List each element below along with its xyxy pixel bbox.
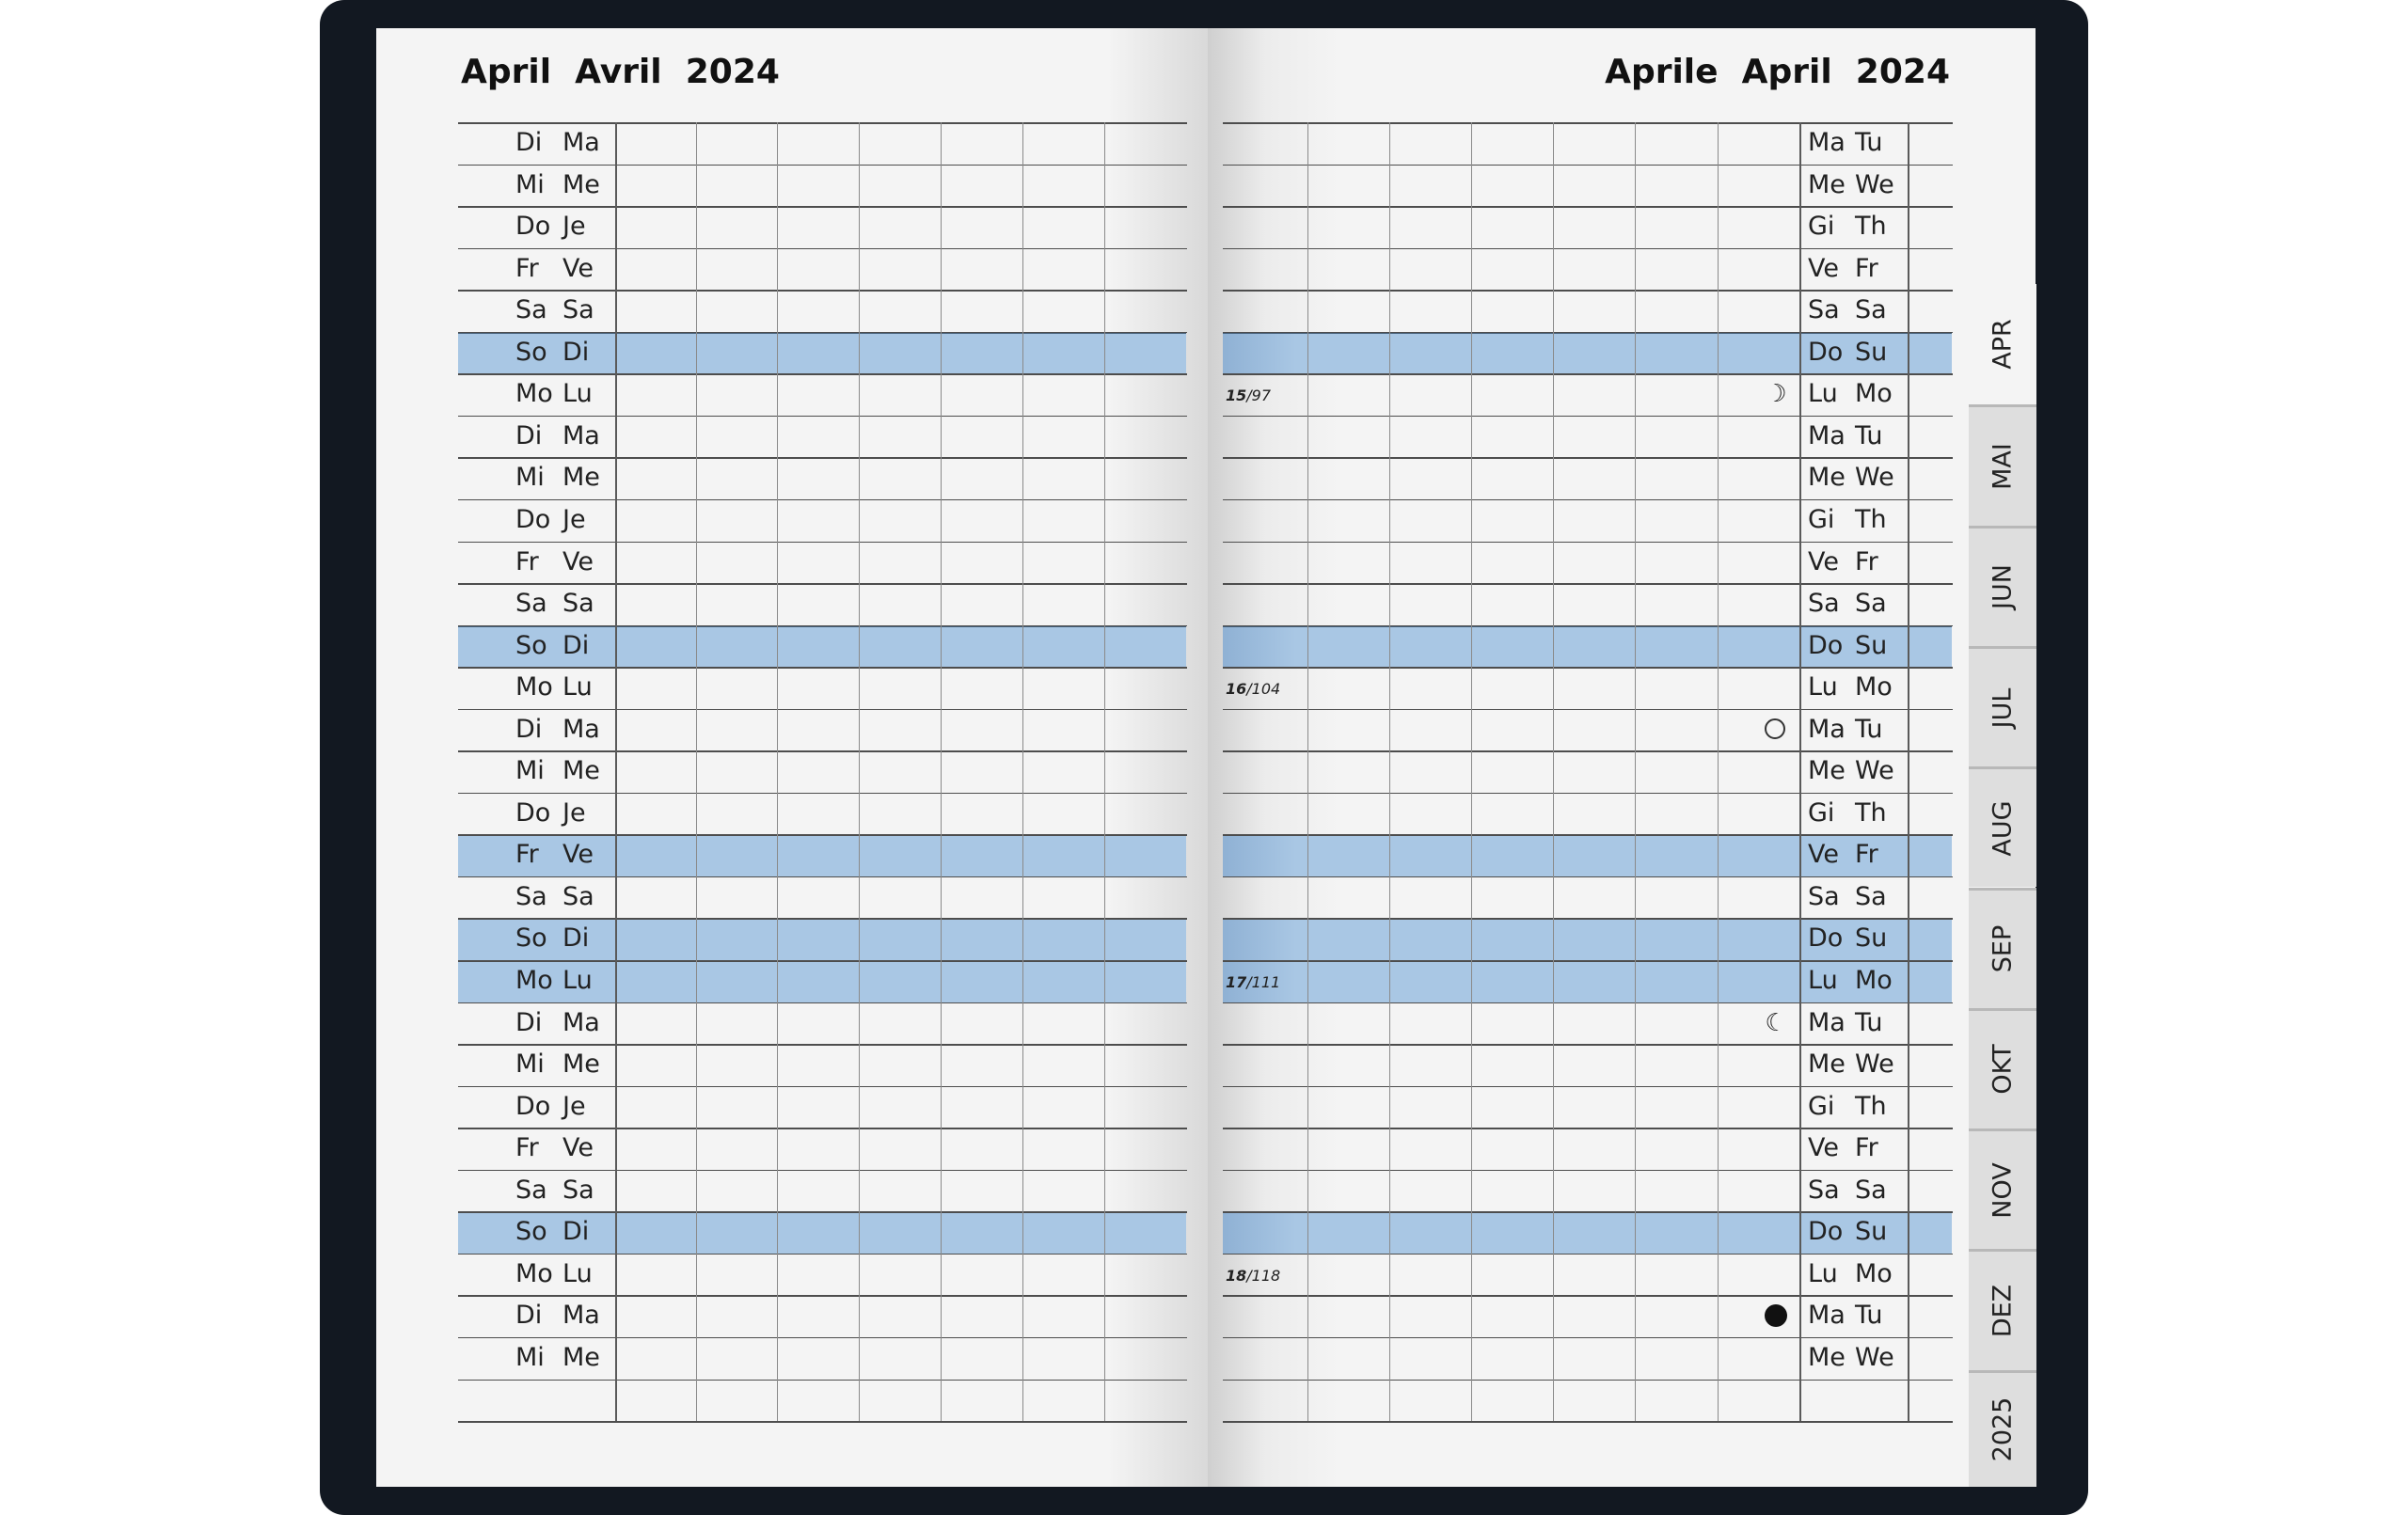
- day-of-year: 118: [1251, 1266, 1281, 1285]
- weekday-en: Su: [1855, 630, 1888, 660]
- row-divider-right: [1223, 1380, 1953, 1381]
- weekday-fr: Ve: [562, 546, 594, 576]
- weekday-it-en: [1808, 631, 1887, 660]
- weekday-it-en: [1808, 756, 1894, 785]
- month-tab-mai[interactable]: [1969, 404, 2036, 525]
- weekday-fr: Me: [562, 1342, 600, 1372]
- weekday-it-en: [1808, 589, 1887, 618]
- weekday-de: Mi: [515, 1049, 545, 1080]
- month-tab-label: NOV: [1988, 1162, 2018, 1219]
- weekday-de-fr: [515, 756, 600, 785]
- row-divider-left: [458, 1380, 1187, 1381]
- weekday-de: Sa: [515, 881, 547, 911]
- weekday-de: Di: [515, 128, 543, 157]
- weekday-en: Sa: [1855, 295, 1887, 325]
- month-tab-label: DEZ: [1988, 1284, 2018, 1338]
- week-number-value: 15: [1226, 387, 1247, 405]
- weekday-en: We: [1855, 1049, 1894, 1080]
- weekday-en: Tu: [1855, 714, 1883, 744]
- month-tab-label: AUG: [1988, 800, 2018, 857]
- weekday-fr: Me: [562, 1049, 600, 1080]
- weekday-de-fr: [515, 1008, 600, 1037]
- weekday-it-en: [1808, 1133, 1878, 1162]
- weekday-de-fr: [515, 212, 586, 241]
- weekday-de: Sa: [515, 1175, 547, 1205]
- weekday-it: Lu: [1808, 966, 1838, 995]
- weekday-it-en: [1808, 1301, 1883, 1330]
- weekday-fr: Ve: [562, 840, 594, 870]
- weekday-it: Do: [1808, 1217, 1844, 1247]
- weekday-en: Tu: [1855, 128, 1883, 157]
- month-tab-aug[interactable]: [1969, 766, 2036, 887]
- left-page-title: [461, 53, 780, 91]
- weekday-de: Fr: [515, 253, 539, 283]
- weekday-it: Me: [1808, 756, 1846, 786]
- weekday-en: Su: [1855, 1217, 1888, 1247]
- weekday-it: Ma: [1808, 1301, 1846, 1331]
- title-year-left: 2024: [685, 53, 780, 91]
- weekday-it-en: [1808, 338, 1887, 367]
- weekday-it-en: [1808, 966, 1893, 995]
- weekday-de: Fr: [515, 546, 539, 576]
- weekday-fr: Ma: [562, 714, 600, 744]
- weekday-it: Me: [1808, 1342, 1846, 1372]
- weekday-en: Sa: [1855, 589, 1887, 619]
- weekday-it: Me: [1808, 463, 1846, 493]
- weekday-de-fr: [515, 798, 586, 828]
- weekday-en: Sa: [1855, 1175, 1887, 1205]
- weekday-it-en: [1808, 463, 1894, 492]
- weekday-it: Ve: [1808, 1133, 1839, 1163]
- title-month-fr: Avril: [575, 53, 662, 91]
- weekday-de-fr: [515, 338, 589, 367]
- weekday-fr: Ma: [562, 1007, 600, 1037]
- first-quarter-moon-icon: ☽: [1765, 380, 1787, 409]
- month-tab-label: SEP: [1988, 924, 2018, 973]
- month-tab-label: JUN: [1988, 564, 2018, 610]
- weekday-it: Do: [1808, 923, 1844, 954]
- weekday-de-fr: [515, 1049, 600, 1079]
- weekday-en: Fr: [1855, 253, 1878, 283]
- weekday-it-en: [1808, 212, 1887, 241]
- weekday-en: Tu: [1855, 420, 1883, 450]
- weekday-fr: Lu: [562, 672, 593, 702]
- weekday-it-en: [1808, 1176, 1887, 1205]
- weekday-it: Sa: [1808, 589, 1840, 619]
- weekday-en: We: [1855, 1342, 1894, 1372]
- weekday-en: Mo: [1855, 672, 1893, 702]
- month-tab-okt[interactable]: [1969, 1008, 2036, 1128]
- weekday-it: Ma: [1808, 1007, 1846, 1037]
- weekday-de-fr: [515, 1176, 594, 1205]
- weekday-de: Fr: [515, 1133, 539, 1163]
- weekday-it: Lu: [1808, 672, 1838, 702]
- weekday-it: Me: [1808, 1049, 1846, 1080]
- weekday-de-fr: [515, 254, 594, 283]
- weekday-de-fr: [515, 1217, 589, 1246]
- title-month-de: April: [461, 53, 552, 91]
- month-tab-label: APR: [1988, 319, 2018, 370]
- weekday-fr: Di: [562, 923, 590, 954]
- weekday-de-fr: [515, 1259, 593, 1288]
- month-tab-label: OKT: [1988, 1044, 2018, 1096]
- weekday-it: Do: [1808, 630, 1844, 660]
- weekday-fr: Je: [562, 212, 586, 242]
- right-page-title: [1605, 53, 1950, 91]
- weekday-en: Tu: [1855, 1301, 1883, 1331]
- weekday-de: Di: [515, 420, 543, 450]
- weekday-it: Gi: [1808, 797, 1835, 828]
- weekday-it: Do: [1808, 337, 1844, 367]
- weekday-de-fr: [515, 128, 600, 157]
- weekday-fr: Sa: [562, 1175, 594, 1205]
- week-number: 18/118: [1226, 1266, 1281, 1285]
- week-number-value: 16: [1226, 680, 1247, 699]
- title-month-it: Aprile: [1605, 53, 1719, 91]
- weekday-it: Me: [1808, 169, 1846, 199]
- weekday-de-fr: [515, 295, 594, 324]
- month-tab-label: JUL: [1988, 687, 2018, 728]
- weekday-de-fr: [515, 505, 586, 534]
- weekday-it: Gi: [1808, 504, 1835, 534]
- weekday-it: Lu: [1808, 379, 1838, 409]
- weekday-fr: Je: [562, 797, 586, 828]
- weekday-it-en: [1808, 254, 1878, 283]
- weekday-de: Mo: [515, 1258, 553, 1288]
- weekday-it: Ma: [1808, 714, 1846, 744]
- day-of-year: 111: [1251, 973, 1281, 991]
- week-number: 15/97: [1226, 387, 1272, 405]
- weekday-it-en: [1808, 421, 1883, 450]
- weekday-it-en: [1808, 882, 1887, 911]
- weekday-de-fr: [515, 421, 600, 450]
- day-of-year: 97: [1251, 387, 1272, 405]
- weekday-it-en: [1808, 1343, 1894, 1372]
- weekday-it: Ve: [1808, 840, 1839, 870]
- weekday-it: Sa: [1808, 295, 1840, 325]
- weekday-it: Ve: [1808, 546, 1839, 576]
- weekday-fr: Je: [562, 504, 586, 534]
- row-divider-right: [1223, 1421, 1953, 1423]
- weekday-en: We: [1855, 463, 1894, 493]
- weekday-fr: Me: [562, 463, 600, 493]
- weekday-de: Do: [515, 1091, 551, 1121]
- weekday-fr: Ma: [562, 420, 600, 450]
- weekday-de-fr: [515, 923, 589, 953]
- week-number-value: 18: [1226, 1266, 1247, 1285]
- row-divider-left: [458, 1421, 1187, 1423]
- month-tab-2025[interactable]: [1969, 1370, 2036, 1487]
- weekday-fr: Di: [562, 337, 590, 367]
- day-of-year: 104: [1251, 680, 1281, 699]
- title-month-en: April: [1741, 53, 1832, 91]
- weekday-de: So: [515, 923, 547, 954]
- weekday-fr: Sa: [562, 881, 594, 911]
- weekday-en: Fr: [1855, 840, 1878, 870]
- weekday-en: Su: [1855, 923, 1888, 954]
- weekday-de-fr: [515, 170, 600, 199]
- weekday-it: Ma: [1808, 128, 1846, 157]
- weekday-de-fr: [515, 547, 594, 576]
- weekday-it: Ve: [1808, 253, 1839, 283]
- weekday-de: Mi: [515, 1342, 545, 1372]
- weekday-it-en: [1808, 295, 1887, 324]
- weekday-fr: Ve: [562, 1133, 594, 1163]
- title-year-right: 2024: [1855, 53, 1950, 91]
- weekday-fr: Sa: [562, 295, 594, 325]
- month-tab-dez[interactable]: [1969, 1249, 2036, 1369]
- weekday-de-fr: [515, 1343, 600, 1372]
- weekday-it-en: [1808, 1008, 1883, 1037]
- weekday-en: Sa: [1855, 881, 1887, 911]
- weekday-it-en: [1808, 672, 1893, 702]
- week-number-value: 17: [1226, 973, 1247, 991]
- month-tab-label: MAI: [1988, 443, 2018, 490]
- weekday-de: Do: [515, 212, 551, 242]
- weekday-en: Tu: [1855, 1007, 1883, 1037]
- weekday-de: So: [515, 1217, 547, 1247]
- weekday-de: Mi: [515, 169, 545, 199]
- weekday-it: Gi: [1808, 1091, 1835, 1121]
- weekday-de: Do: [515, 504, 551, 534]
- weekday-en: Th: [1855, 1091, 1887, 1121]
- weekday-de-fr: [515, 631, 589, 660]
- weekday-en: Mo: [1855, 966, 1893, 995]
- weekday-it-en: [1808, 1259, 1893, 1288]
- weekday-en: Th: [1855, 797, 1887, 828]
- weekday-it: Lu: [1808, 1258, 1838, 1288]
- weekday-de: Sa: [515, 295, 547, 325]
- month-tab-label: 2025: [1988, 1397, 2018, 1462]
- weekday-de-fr: [515, 1133, 594, 1162]
- weekday-de: Fr: [515, 840, 539, 870]
- weekday-en: We: [1855, 169, 1894, 199]
- weekday-en: Fr: [1855, 546, 1878, 576]
- weekday-de: Mi: [515, 463, 545, 493]
- weekday-de-fr: [515, 882, 594, 911]
- weekday-fr: Ma: [562, 1301, 600, 1331]
- week-number: 17/111: [1226, 973, 1281, 991]
- weekday-fr: Ma: [562, 128, 600, 157]
- weekday-de-fr: [515, 589, 594, 618]
- weekday-it-en: [1808, 798, 1887, 828]
- month-tab-jul[interactable]: [1969, 646, 2036, 766]
- weekday-en: Mo: [1855, 379, 1893, 409]
- weekday-fr: Me: [562, 169, 600, 199]
- weekday-de: So: [515, 630, 547, 660]
- weekday-fr: Ve: [562, 253, 594, 283]
- weekday-it-en: [1808, 170, 1894, 199]
- weekday-en: We: [1855, 756, 1894, 786]
- weekday-fr: Lu: [562, 379, 593, 409]
- weekday-it: Gi: [1808, 212, 1835, 242]
- weekday-de: So: [515, 337, 547, 367]
- weekday-de-fr: [515, 1301, 600, 1330]
- weekday-de: Di: [515, 1007, 543, 1037]
- month-tab-apr[interactable]: [1969, 284, 2036, 404]
- weekday-it-en: [1808, 505, 1887, 534]
- weekday-en: Su: [1855, 337, 1888, 367]
- weekday-de: Sa: [515, 589, 547, 619]
- weekday-it: Sa: [1808, 881, 1840, 911]
- weekday-de-fr: [515, 966, 593, 995]
- month-tab-nov[interactable]: [1969, 1128, 2036, 1249]
- weekday-it-en: [1808, 379, 1893, 408]
- weekday-de: Mo: [515, 672, 553, 702]
- weekday-it-en: [1808, 715, 1883, 744]
- weekday-en: Mo: [1855, 1258, 1893, 1288]
- weekday-it-en: [1808, 128, 1883, 157]
- weekday-fr: Di: [562, 1217, 590, 1247]
- weekday-de: Mo: [515, 966, 553, 995]
- week-number: 16/104: [1226, 680, 1281, 699]
- weekday-it-en: [1808, 547, 1878, 576]
- weekday-fr: Di: [562, 630, 590, 660]
- weekday-de-fr: [515, 463, 600, 492]
- weekday-it: Sa: [1808, 1175, 1840, 1205]
- weekday-en: Th: [1855, 504, 1887, 534]
- weekday-en: Fr: [1855, 1133, 1878, 1163]
- weekday-de: Mi: [515, 756, 545, 786]
- weekday-de: Mo: [515, 379, 553, 409]
- weekday-it-en: [1808, 1092, 1887, 1121]
- weekday-fr: Je: [562, 1091, 586, 1121]
- weekday-de: Di: [515, 1301, 543, 1331]
- full-moon-icon: [1765, 718, 1785, 739]
- weekday-de-fr: [515, 379, 593, 408]
- weekday-de-fr: [515, 672, 593, 702]
- weekday-it-en: [1808, 923, 1887, 953]
- month-tab-jun[interactable]: [1969, 526, 2036, 646]
- weekday-fr: Lu: [562, 1258, 593, 1288]
- weekday-en: Th: [1855, 212, 1887, 242]
- weekday-de: Do: [515, 797, 551, 828]
- weekday-it-en: [1808, 1217, 1887, 1246]
- weekday-de: Di: [515, 714, 543, 744]
- month-tab-sep[interactable]: [1969, 888, 2036, 1008]
- weekday-de-fr: [515, 1092, 586, 1121]
- weekday-fr: Lu: [562, 966, 593, 995]
- weekday-fr: Sa: [562, 589, 594, 619]
- weekday-de-fr: [515, 840, 594, 869]
- weekday-it-en: [1808, 840, 1878, 869]
- weekday-it-en: [1808, 1049, 1894, 1079]
- weekday-fr: Me: [562, 756, 600, 786]
- weekday-de-fr: [515, 715, 600, 744]
- last-quarter-moon-icon: ☾: [1765, 1008, 1787, 1037]
- weekday-it: Ma: [1808, 420, 1846, 450]
